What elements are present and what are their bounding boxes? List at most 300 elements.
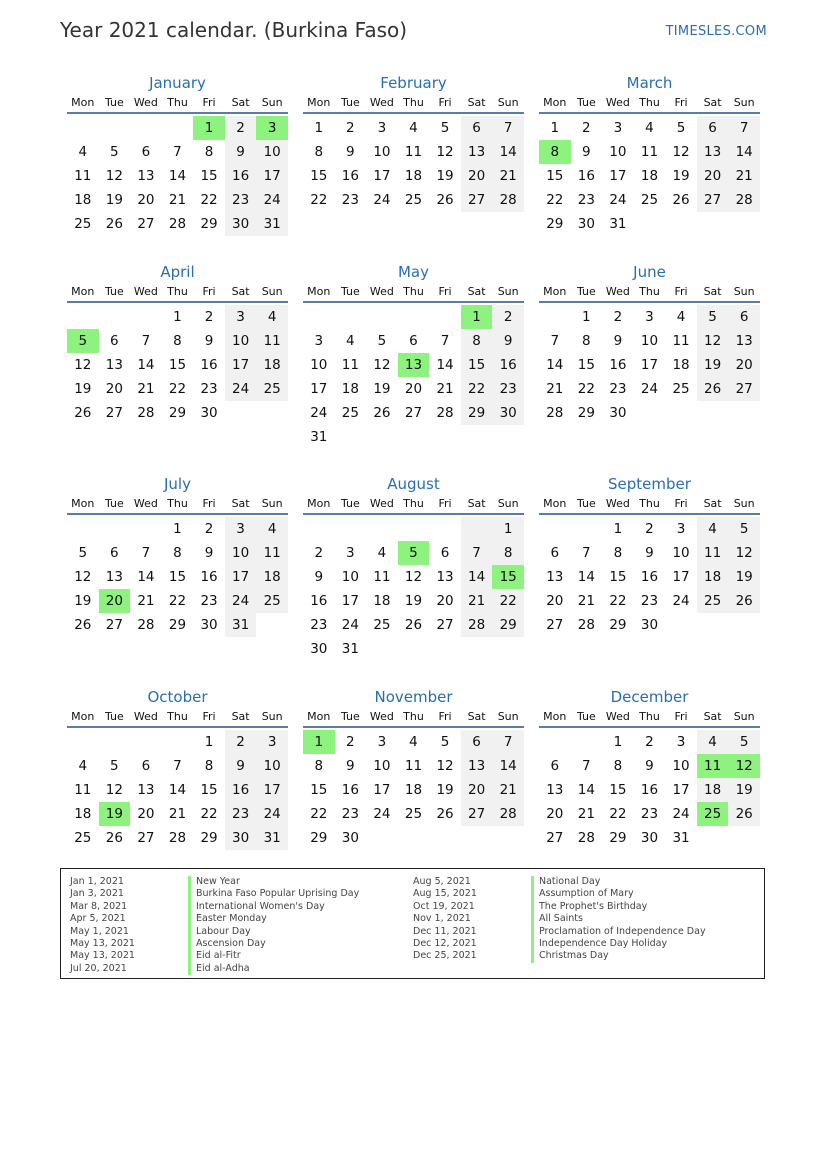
- day-cell: 5: [110, 758, 119, 774]
- day-cell: 3: [676, 521, 686, 537]
- weekday-label: Sun: [733, 96, 755, 109]
- day-cell: 1: [173, 521, 182, 537]
- day-cell: 25: [341, 405, 359, 421]
- day-cell: 24: [672, 806, 690, 822]
- day-cell: 12: [672, 144, 690, 160]
- day-cell: 24: [225, 377, 257, 401]
- day-cell: 18: [74, 192, 92, 208]
- legend-date: May 13, 2021: [70, 938, 135, 949]
- day-cell: 3: [225, 305, 257, 329]
- day-cell: 18: [697, 778, 729, 802]
- day-cell: 14: [436, 357, 454, 373]
- weekday-label: Tue: [104, 497, 124, 510]
- day-cell: 11: [697, 541, 729, 565]
- weekday-label: Sun: [261, 497, 283, 510]
- month-name: March: [626, 74, 673, 92]
- weekday-header: [303, 495, 524, 515]
- day-cell: 8: [173, 333, 182, 349]
- day-cell: 31: [341, 641, 359, 657]
- day-cell: 5: [728, 517, 760, 541]
- day-cell: 2: [225, 730, 257, 754]
- day-cell: 12: [436, 144, 454, 160]
- weekday-label: Thu: [167, 96, 188, 109]
- day-cell: 7: [461, 541, 493, 565]
- legend-date: Jan 1, 2021: [70, 876, 124, 887]
- weekday-label: Sat: [231, 710, 250, 723]
- empty-cell: [162, 116, 194, 140]
- day-cell: 21: [137, 593, 155, 609]
- day-cell: 1: [613, 521, 623, 537]
- day-cell: 9: [346, 144, 355, 160]
- day-cell: 30: [200, 617, 218, 633]
- day-cell: 4: [78, 758, 88, 774]
- day-cell: 16: [577, 168, 595, 184]
- day-cell: 17: [341, 593, 359, 609]
- weekday-label: Tue: [340, 285, 360, 298]
- day-cell: 25: [373, 617, 391, 633]
- day-cell: 22: [168, 381, 187, 397]
- day-cell: 21: [137, 381, 155, 397]
- day-cell: 23: [640, 593, 659, 609]
- day-cell: 7: [582, 758, 591, 774]
- empty-cell: [162, 730, 194, 754]
- day-cell: 28: [728, 188, 760, 212]
- day-cell: 23: [225, 802, 257, 826]
- weekday-label: Tue: [576, 497, 596, 510]
- day-cell: 15: [168, 569, 187, 585]
- legend-date: Dec 12, 2021: [413, 938, 477, 949]
- day-cell: 16: [640, 782, 659, 798]
- day-cell: 21: [168, 192, 187, 208]
- day-cell: 3: [314, 333, 324, 349]
- day-cell: 20: [105, 381, 123, 397]
- weekday-label: Tue: [340, 497, 360, 510]
- weekday-label: Wed: [605, 710, 630, 723]
- day-cell: 15: [310, 782, 328, 798]
- weekday-label: Tue: [576, 710, 596, 723]
- day-cell: 10: [225, 329, 257, 353]
- day-cell: 17: [609, 168, 627, 184]
- day-cell: 29: [577, 405, 595, 421]
- day-cell: 19: [373, 381, 391, 397]
- weekday-label: Sun: [497, 285, 519, 298]
- day-cell: 25: [640, 192, 659, 208]
- day-cell: 3: [256, 730, 288, 754]
- day-cell: 16: [200, 357, 218, 373]
- month-january: [67, 72, 288, 236]
- weekday-label: Thu: [167, 497, 188, 510]
- day-cell: 5: [440, 120, 450, 136]
- day-cell: 15: [200, 782, 218, 798]
- day-cell: 23: [341, 192, 359, 208]
- day-cell: 27: [105, 405, 123, 421]
- legend-date: Dec 25, 2021: [413, 950, 477, 962]
- day-cell: 28: [461, 613, 493, 637]
- day-cell: 8: [582, 333, 591, 349]
- empty-cell: [67, 517, 99, 541]
- day-cell: 4: [645, 120, 654, 136]
- legend-date: Aug 5, 2021: [413, 876, 471, 887]
- weekday-label: Tue: [340, 96, 360, 109]
- day-cell: 11: [256, 541, 288, 565]
- empty-cell: [539, 730, 571, 754]
- month-april: [67, 261, 288, 425]
- weekday-label: Tue: [104, 710, 124, 723]
- empty-cell: [429, 517, 461, 541]
- day-cell: 20: [461, 778, 493, 802]
- weekday-label: Wed: [133, 710, 158, 723]
- day-cell: 11: [341, 357, 359, 373]
- weekday-label: Sun: [733, 497, 755, 510]
- day-cell: 30: [225, 212, 257, 236]
- day-cell: 24: [373, 806, 391, 822]
- day-cell: 29: [168, 405, 187, 421]
- day-cell: 6: [728, 305, 760, 329]
- day-cell: 7: [728, 116, 760, 140]
- day-cell: 15: [200, 168, 218, 184]
- day-cell: 2: [492, 305, 524, 329]
- day-cell: 19: [404, 593, 423, 609]
- day-cell: 5: [728, 730, 760, 754]
- day-cell: 8: [492, 541, 524, 565]
- day-cell: 10: [341, 569, 359, 585]
- day-cell: 2: [645, 521, 654, 537]
- day-cell: 7: [141, 545, 151, 561]
- empty-cell: [99, 305, 131, 329]
- day-cell: 11: [640, 144, 659, 160]
- day-grid: [539, 305, 760, 425]
- day-cell: 4: [409, 120, 418, 136]
- day-cell: 31: [256, 826, 288, 850]
- day-cell: 25: [697, 589, 729, 613]
- day-cell: 18: [672, 357, 690, 373]
- day-cell: 11: [256, 329, 288, 353]
- day-cell: 19: [436, 168, 454, 184]
- holiday-day-cell: 25: [697, 802, 729, 826]
- day-cell: 2: [204, 309, 214, 325]
- weekday-label: Sat: [703, 285, 722, 298]
- weekday-label: Wed: [605, 96, 630, 109]
- day-cell: 12: [74, 357, 92, 373]
- legend-holiday-name: Easter Monday: [188, 913, 267, 926]
- day-cell: 11: [672, 333, 690, 349]
- weekday-header: [539, 708, 760, 728]
- day-cell: 30: [640, 830, 659, 846]
- day-cell: 3: [225, 517, 257, 541]
- day-cell: 13: [546, 782, 564, 798]
- day-cell: 13: [728, 329, 760, 353]
- day-cell: 2: [314, 545, 324, 561]
- weekday-label: Mon: [307, 710, 331, 723]
- weekday-label: Tue: [104, 285, 124, 298]
- day-cell: 27: [137, 216, 155, 232]
- empty-cell: [130, 116, 162, 140]
- weekday-label: Fri: [202, 497, 216, 510]
- legend-date: Aug 15, 2021: [413, 888, 477, 900]
- day-cell: 30: [492, 401, 524, 425]
- day-cell: 1: [173, 309, 182, 325]
- day-cell: 9: [346, 758, 355, 774]
- day-cell: 22: [200, 806, 218, 822]
- day-cell: 7: [440, 333, 450, 349]
- day-cell: 6: [697, 116, 729, 140]
- day-cell: 15: [461, 353, 493, 377]
- day-cell: 1: [613, 734, 623, 750]
- weekday-header: [303, 708, 524, 728]
- day-cell: 18: [404, 168, 423, 184]
- day-cell: 16: [640, 569, 659, 585]
- day-cell: 16: [225, 778, 257, 802]
- weekday-label: Thu: [639, 710, 660, 723]
- day-cell: 18: [640, 168, 659, 184]
- day-cell: 26: [728, 589, 760, 613]
- day-cell: 2: [346, 734, 355, 750]
- day-cell: 31: [225, 613, 257, 637]
- weekday-label: Thu: [167, 710, 188, 723]
- day-cell: 19: [728, 778, 760, 802]
- holiday-day-cell: 1: [461, 305, 493, 329]
- day-cell: 25: [74, 830, 92, 846]
- day-grid: [303, 305, 524, 449]
- day-cell: 20: [461, 164, 493, 188]
- day-cell: 27: [461, 188, 493, 212]
- day-cell: 14: [577, 569, 595, 585]
- day-cell: 4: [697, 730, 729, 754]
- month-september: [539, 473, 760, 637]
- day-cell: 18: [341, 381, 359, 397]
- empty-cell: [571, 730, 603, 754]
- weekday-header: [539, 94, 760, 114]
- day-grid: [67, 116, 288, 236]
- legend-date: Jan 3, 2021: [70, 888, 124, 900]
- day-cell: 27: [436, 617, 454, 633]
- day-cell: 24: [373, 192, 391, 208]
- weekday-label: Sat: [703, 497, 722, 510]
- day-cell: 11: [74, 782, 92, 798]
- day-cell: 3: [613, 120, 623, 136]
- weekday-header: [67, 283, 288, 303]
- weekday-label: Mon: [71, 710, 95, 723]
- day-cell: 28: [168, 216, 187, 232]
- month-august: [303, 473, 524, 661]
- legend-holiday-name: Ascension Day: [188, 938, 266, 951]
- day-cell: 20: [728, 353, 760, 377]
- day-cell: 25: [404, 806, 423, 822]
- weekday-label: Wed: [369, 285, 394, 298]
- day-grid: [539, 730, 760, 850]
- weekday-label: Sun: [261, 710, 283, 723]
- weekday-label: Wed: [133, 497, 158, 510]
- weekday-label: Fri: [438, 96, 452, 109]
- holiday-legend: [60, 868, 765, 979]
- day-cell: 22: [546, 192, 564, 208]
- day-cell: 23: [609, 381, 627, 397]
- weekday-label: Wed: [605, 497, 630, 510]
- day-cell: 20: [404, 381, 423, 397]
- weekday-label: Sun: [261, 285, 283, 298]
- day-cell: 26: [74, 405, 92, 421]
- day-cell: 24: [310, 405, 328, 421]
- month-february: [303, 72, 524, 212]
- day-cell: 2: [582, 120, 591, 136]
- empty-cell: [99, 116, 131, 140]
- day-cell: 9: [613, 333, 623, 349]
- day-cell: 26: [697, 377, 729, 401]
- weekday-label: Fri: [202, 710, 216, 723]
- empty-cell: [429, 305, 461, 329]
- empty-cell: [335, 305, 367, 329]
- day-cell: 26: [404, 617, 423, 633]
- empty-cell: [539, 517, 571, 541]
- day-cell: 9: [645, 758, 654, 774]
- day-cell: 14: [461, 565, 493, 589]
- day-cell: 6: [550, 545, 560, 561]
- day-cell: 19: [728, 565, 760, 589]
- day-cell: 21: [492, 778, 524, 802]
- legend-holiday-name: Burkina Faso Popular Uprising Day: [188, 888, 359, 901]
- weekday-label: Sat: [467, 710, 486, 723]
- day-cell: 28: [546, 405, 564, 421]
- day-cell: 30: [310, 641, 328, 657]
- day-cell: 12: [728, 541, 760, 565]
- weekday-label: Sat: [231, 285, 250, 298]
- weekday-header: [303, 94, 524, 114]
- day-cell: 3: [377, 120, 387, 136]
- day-cell: 21: [728, 164, 760, 188]
- weekday-label: Fri: [438, 497, 452, 510]
- month-name: April: [160, 263, 195, 281]
- legend-holiday-name: Eid al-Adha: [188, 963, 250, 976]
- day-cell: 20: [137, 806, 155, 822]
- holiday-day-cell: 19: [99, 802, 131, 826]
- day-cell: 10: [256, 754, 288, 778]
- weekday-label: Sun: [733, 710, 755, 723]
- legend-holiday-name: All Saints: [531, 913, 583, 926]
- day-cell: 21: [577, 806, 595, 822]
- month-name: October: [147, 688, 208, 706]
- day-cell: 1: [492, 517, 524, 541]
- day-cell: 25: [74, 216, 92, 232]
- day-cell: 10: [640, 333, 659, 349]
- empty-cell: [539, 305, 571, 329]
- weekday-label: Fri: [674, 96, 688, 109]
- empty-cell: [335, 517, 367, 541]
- day-cell: 18: [74, 806, 92, 822]
- day-cell: 18: [256, 565, 288, 589]
- day-cell: 26: [74, 617, 92, 633]
- day-cell: 28: [577, 617, 595, 633]
- legend-date: May 13, 2021: [70, 950, 135, 962]
- legend-holiday-name: National Day: [531, 876, 600, 889]
- day-cell: 27: [461, 802, 493, 826]
- day-cell: 14: [168, 168, 187, 184]
- day-cell: 29: [609, 617, 627, 633]
- day-cell: 12: [404, 569, 423, 585]
- weekday-label: Mon: [307, 96, 331, 109]
- holiday-day-cell: 1: [303, 730, 335, 754]
- day-cell: 24: [256, 188, 288, 212]
- day-cell: 30: [609, 405, 627, 421]
- day-cell: 1: [204, 734, 214, 750]
- weekday-label: Sat: [231, 497, 250, 510]
- month-name: December: [610, 688, 689, 706]
- month-october: [67, 686, 288, 850]
- day-cell: 10: [310, 357, 328, 373]
- day-cell: 30: [640, 617, 659, 633]
- day-grid: [539, 116, 760, 236]
- weekday-label: Thu: [403, 710, 424, 723]
- empty-cell: [398, 517, 430, 541]
- day-cell: 7: [582, 545, 591, 561]
- legend-holiday-name: New Year: [188, 876, 240, 889]
- day-cell: 30: [225, 826, 257, 850]
- day-cell: 13: [105, 357, 123, 373]
- day-cell: 29: [200, 216, 218, 232]
- day-cell: 12: [105, 168, 123, 184]
- day-cell: 26: [672, 192, 690, 208]
- day-cell: 24: [225, 589, 257, 613]
- legend-date: Nov 1, 2021: [413, 913, 471, 925]
- day-cell: 2: [225, 116, 257, 140]
- empty-cell: [461, 517, 493, 541]
- weekday-label: Fri: [438, 285, 452, 298]
- legend-date: Mar 8, 2021: [70, 900, 128, 912]
- day-cell: 17: [310, 381, 328, 397]
- weekday-label: Mon: [543, 710, 567, 723]
- weekday-label: Sun: [497, 96, 519, 109]
- day-cell: 5: [697, 305, 729, 329]
- site-logo[interactable]: TIMESLES.COM: [665, 24, 767, 39]
- weekday-label: Mon: [71, 96, 95, 109]
- empty-cell: [130, 305, 162, 329]
- day-cell: 7: [173, 758, 182, 774]
- day-cell: 10: [373, 144, 391, 160]
- day-cell: 6: [461, 730, 493, 754]
- day-cell: 19: [74, 381, 92, 397]
- day-cell: 19: [697, 353, 729, 377]
- holiday-day-cell: 15: [492, 565, 524, 589]
- day-cell: 26: [105, 830, 123, 846]
- empty-cell: [67, 305, 99, 329]
- day-cell: 9: [225, 754, 257, 778]
- month-name: January: [149, 74, 206, 92]
- weekday-label: Mon: [307, 285, 331, 298]
- day-cell: 20: [697, 164, 729, 188]
- day-cell: 17: [373, 168, 391, 184]
- empty-cell: [366, 305, 398, 329]
- day-cell: 8: [314, 758, 324, 774]
- day-cell: 14: [137, 569, 155, 585]
- day-cell: 14: [492, 140, 524, 164]
- day-cell: 16: [341, 782, 359, 798]
- weekday-label: Wed: [369, 710, 394, 723]
- day-cell: 3: [676, 734, 686, 750]
- day-cell: 29: [168, 617, 187, 633]
- day-cell: 26: [105, 216, 123, 232]
- day-cell: 29: [461, 401, 493, 425]
- day-cell: 4: [256, 517, 288, 541]
- holiday-day-cell: 1: [193, 116, 225, 140]
- weekday-label: Sat: [467, 285, 486, 298]
- weekday-label: Thu: [403, 96, 424, 109]
- day-cell: 5: [110, 144, 119, 160]
- weekday-label: Sun: [261, 96, 283, 109]
- day-cell: 31: [609, 216, 627, 232]
- month-name: November: [374, 688, 453, 706]
- weekday-label: Fri: [674, 710, 688, 723]
- day-cell: 16: [310, 593, 328, 609]
- day-cell: 13: [436, 569, 454, 585]
